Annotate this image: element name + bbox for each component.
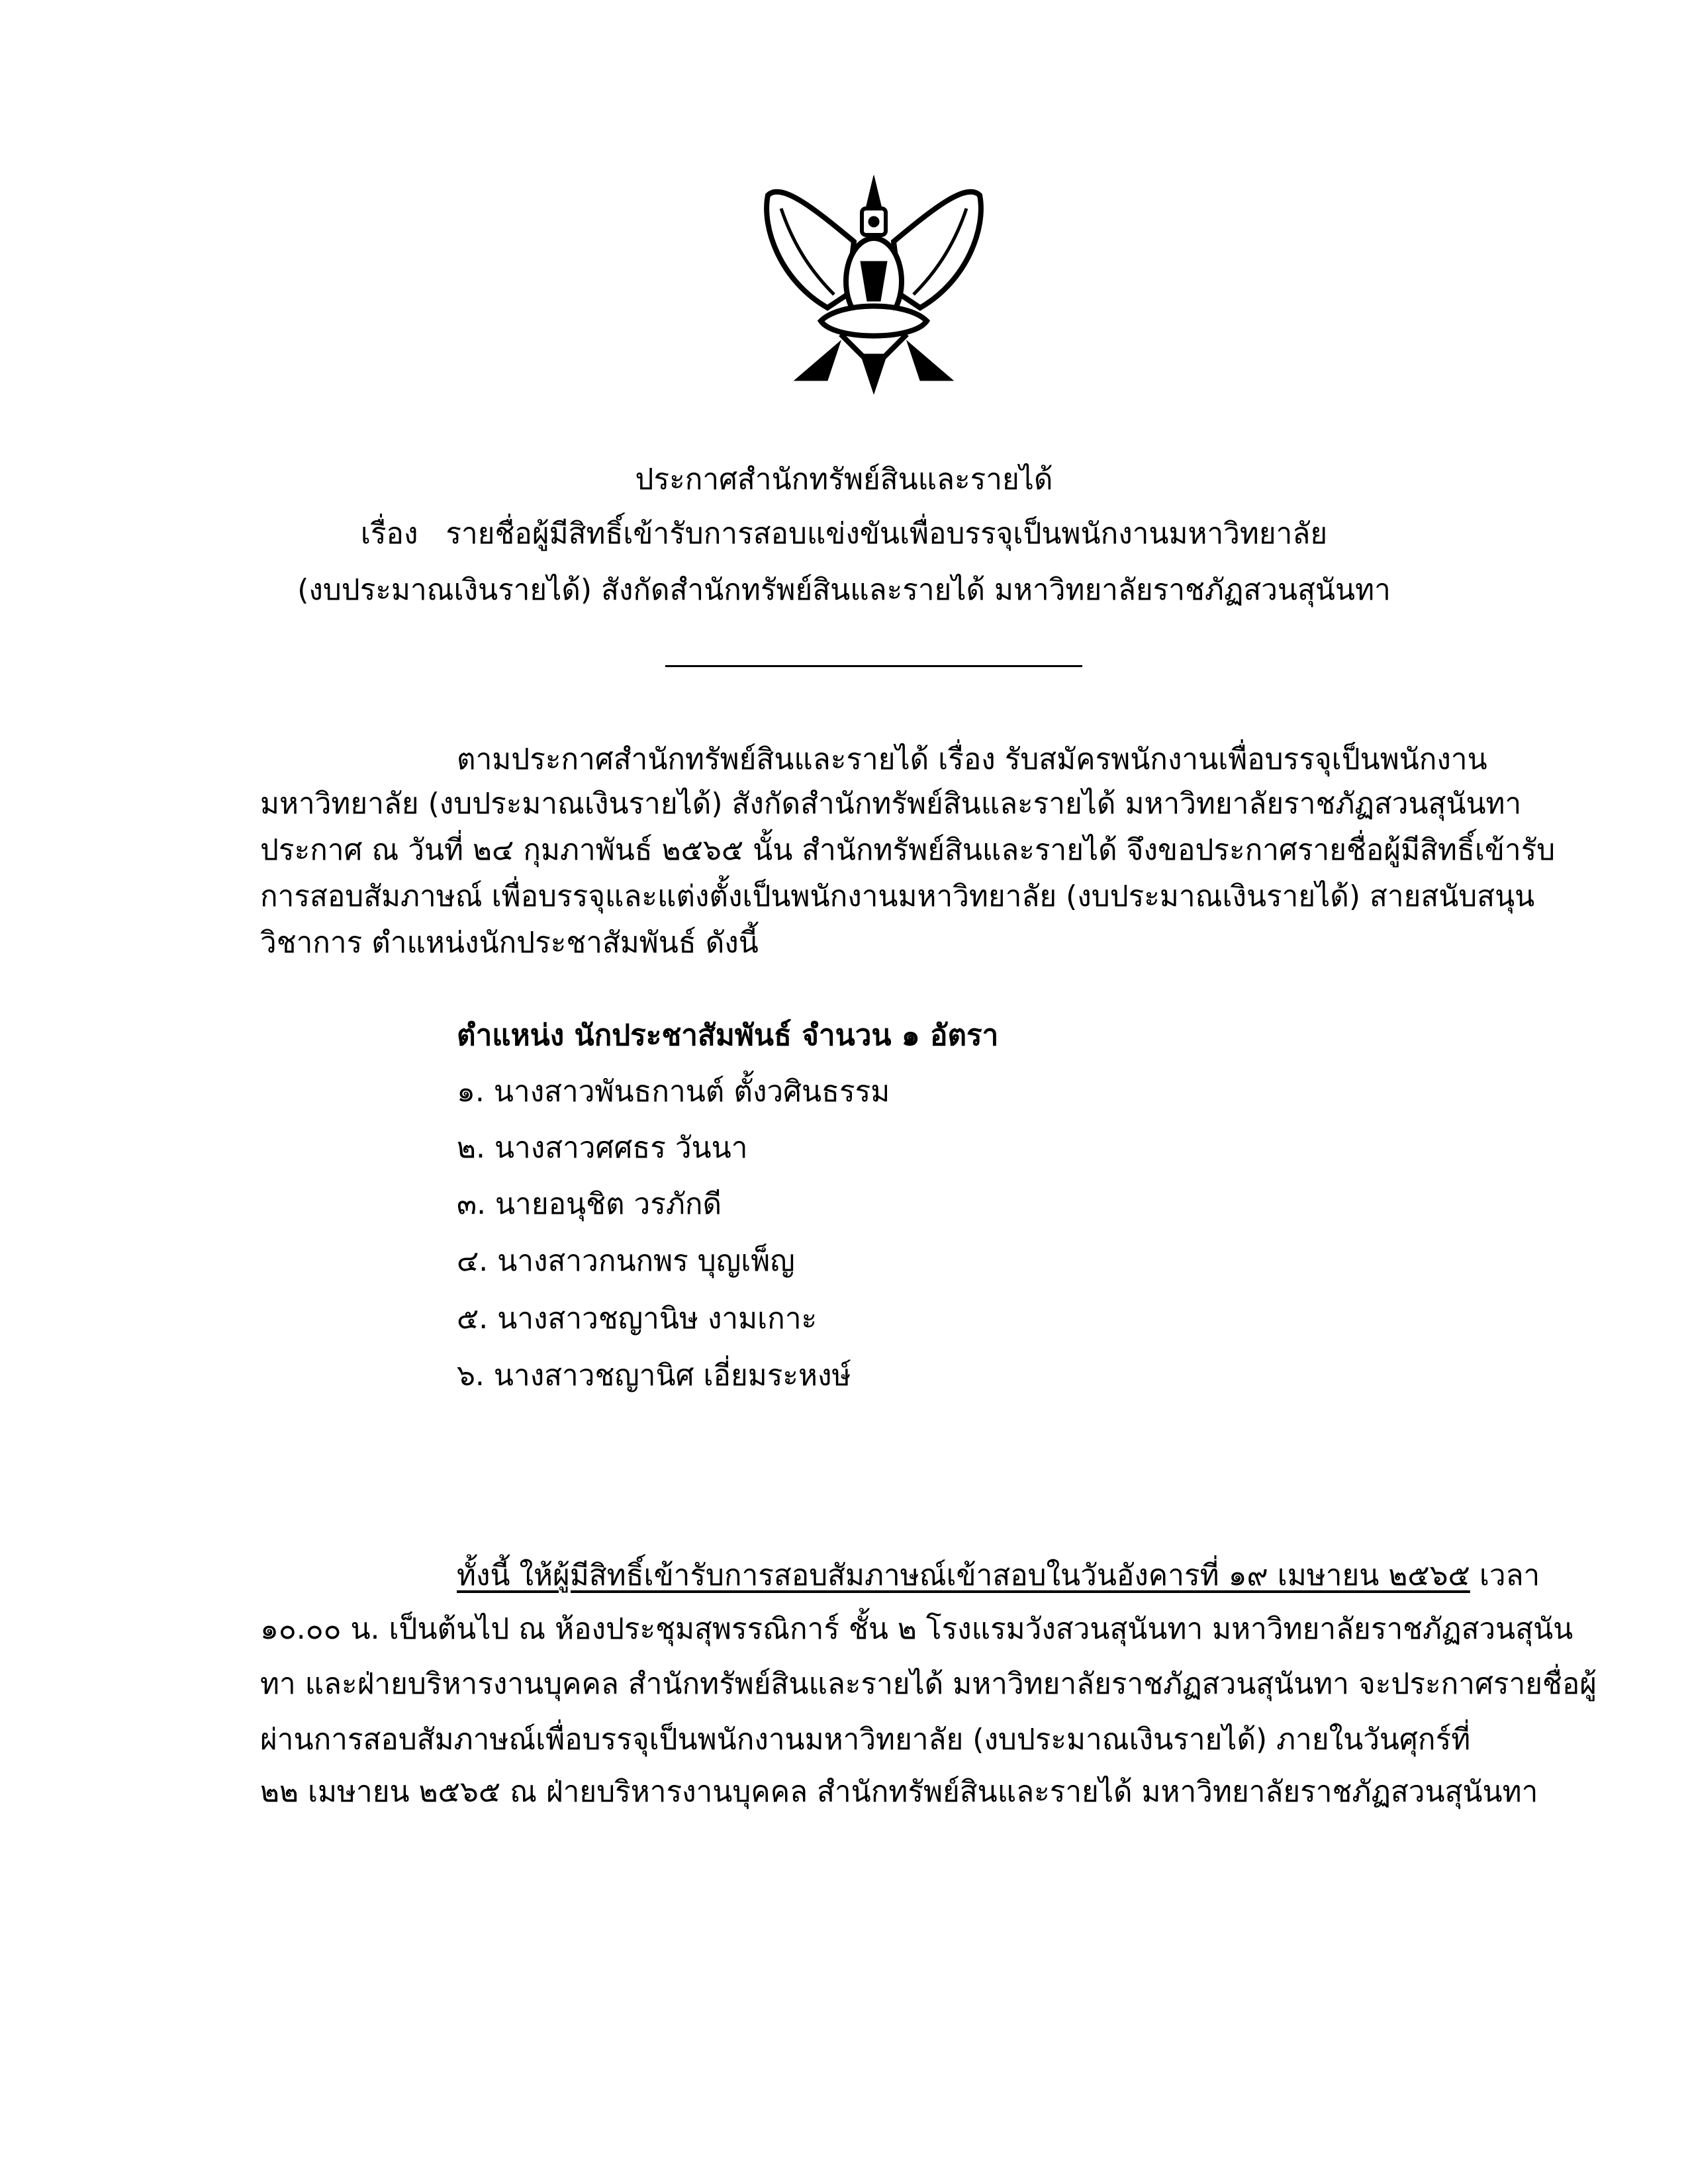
closing-line: ๑๐.๐๐ น. เป็นต้นไป ณ ห้องประชุมสุพรรณิการ์ ชั้น ๒ โรงแรมวังสวนสุนันทา มหาวิทยาลัยราชภัฏสวนสุนัน [260,1612,1573,1646]
candidate-item: ๔. นางสาวกนกพร บุญเพ็ญ [457,1244,795,1278]
subject-label: เรื่อง [360,517,418,551]
closing-line: ทา และฝ่ายบริหารงานบุคคล สำนักทรัพย์สินและรายได้ มหาวิทยาลัยราชภัฏสวนสุนันทา จะประกาศรายชื่อผู้ [260,1667,1597,1701]
candidate-item: ๓. นายอนุชิต วรภักดี [457,1187,722,1221]
candidate-item: ๖. นางสาวชญานิศ เอี่ยมระหงษ์ [457,1359,851,1392]
subject-text: รายชื่อผู้มีสิทธิ์เข้ารับการสอบแข่งขันเพื่อบรรจุเป็นพนักงานมหาวิทยาลัย [445,517,1328,551]
position-heading: ตำแหน่ง นักประชาสัมพันธ์ จำนวน ๑ อัตรา [457,1019,999,1052]
intro-line: ประกาศ ณ วันที่ ๒๔ กุมภาพันธ์ ๒๕๖๕ นั้น สำนักทรัพย์สินและรายได้ จึงขอประกาศรายชื่อผู้มีสิทธิ์เข้ารับ [260,833,1556,867]
title-divider [665,665,1082,667]
closing-line: ผ่านการสอบสัมภาษณ์เพื่อบรรจุเป็นพนักงานมหาวิทยาลัย (งบประมาณเงินรายได้) ภายในวันศุกร์ที่ [260,1723,1471,1756]
exam-date-notice: ทั้งนี้ ให้ผู้มีสิทธิ์เข้ารับการสอบสัมภาษณ์เข้าสอบในวันอังคารที่ ๑๙ เมษายน ๒๕๖๕ [457,1559,1470,1592]
closing-line: ๒๒ เมษายน ๒๕๖๕ ณ ฝ่ายบริหารงานบุคคล สำนักทรัพย์สินและรายได้ มหาวิทยาลัยราชภัฏสวนสุนันทา [260,1775,1538,1809]
candidate-item: ๒. นางสาวศศธร วันนา [457,1131,748,1165]
candidate-item: ๕. นางสาวชญานิษ งามเกาะ [457,1302,818,1336]
intro-line: การสอบสัมภาษณ์ เพื่อบรรจุและแต่งตั้งเป็นพนักงานมหาวิทยาลัย (งบประมาณเงินรายได้) สายสนับสนุน [260,880,1535,913]
intro-line: ตามประกาศสำนักทรัพย์สินและรายได้ เรื่อง รับสมัครพนักงานเพื่อบรรจุเป็นพนักงาน [457,743,1487,776]
closing-time-label: เวลา [1470,1559,1540,1592]
intro-line: มหาวิทยาลัย (งบประมาณเงินรายได้) สังกัดสำนักทรัพย์สินและรายได้ มหาวิทยาลัยราชภัฏสวนสุนันทา [260,787,1522,821]
closing-line [457,1556,1540,1596]
candidate-item: ๑. นางสาวพันธกานต์ ตั้งวศินธรรม [457,1075,890,1109]
subject-line-2: (งบประมาณเงินรายได้) สังกัดสำนักทรัพย์สินและรายได้ มหาวิทยาลัยราชภัฏสวนสุนันทา [297,573,1391,607]
intro-line: วิชาการ ตำแหน่งนักประชาสัมพันธ์ ดังนี้ [260,926,759,960]
garuda-emblem-icon [755,169,993,400]
subject-line-1 [0,514,1688,554]
announcement-title: ประกาศสำนักทรัพย์สินและรายได้ [635,463,1053,496]
